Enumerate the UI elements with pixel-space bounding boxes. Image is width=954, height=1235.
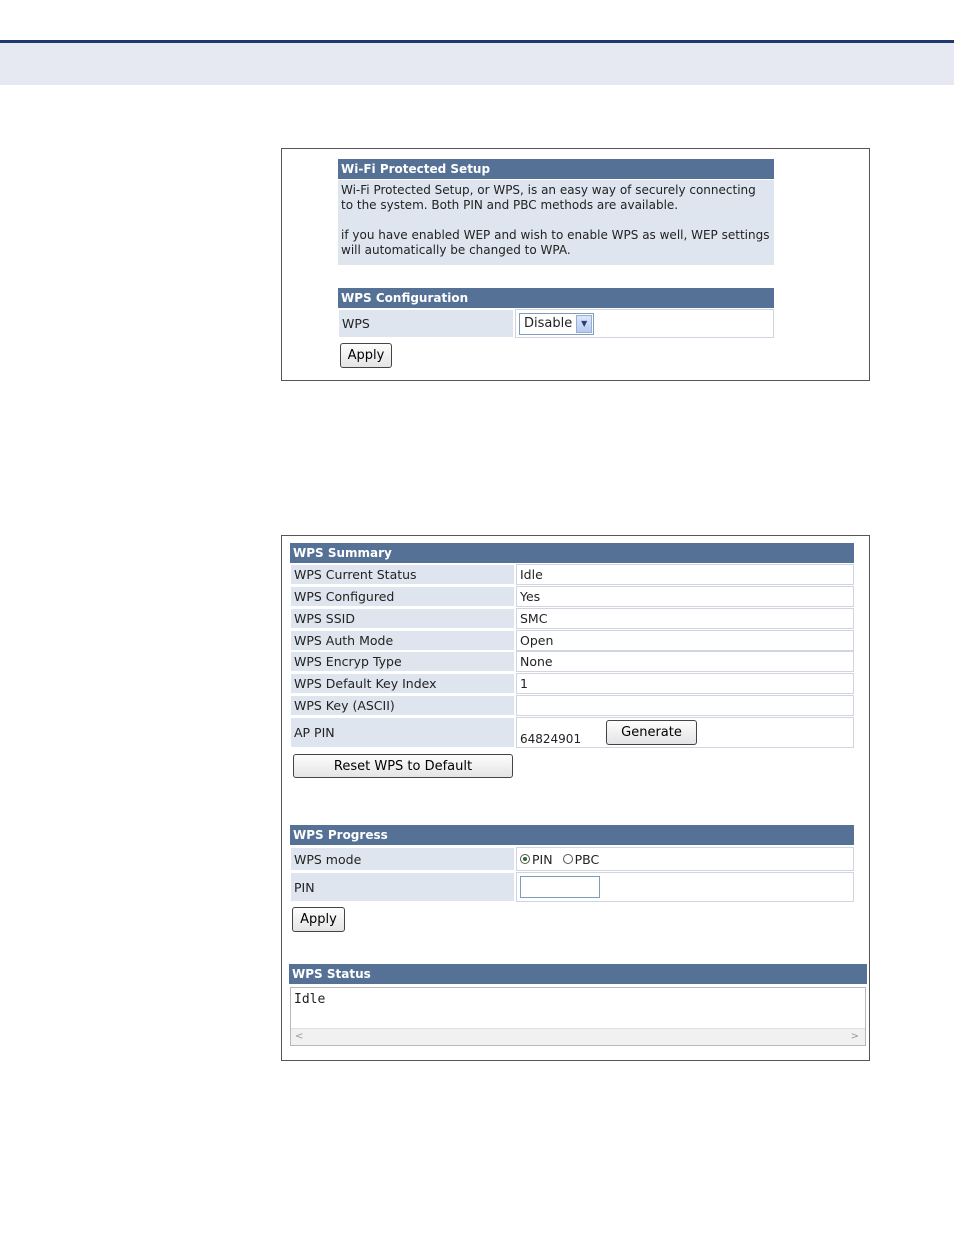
pin-radio-label: PIN xyxy=(532,851,553,867)
pbc-radio-label: PBC xyxy=(574,851,600,867)
generate-button[interactable]: Generate xyxy=(606,720,697,745)
pin-cell xyxy=(516,872,854,902)
summary-label: WPS Encryp Type xyxy=(290,651,515,672)
wps-mode-label: WPS mode xyxy=(290,847,515,871)
wps-summary-figure xyxy=(281,535,870,1061)
summary-label: WPS Key (ASCII) xyxy=(290,695,515,716)
summary-row xyxy=(290,564,854,585)
ap-pin-row xyxy=(290,717,854,748)
wps-status-textarea[interactable] xyxy=(290,987,866,1046)
summary-row xyxy=(290,586,854,607)
wps-label: WPS xyxy=(338,309,514,338)
summary-row xyxy=(290,630,854,651)
scroll-left-icon[interactable]: < xyxy=(295,1031,304,1042)
wifi-setup-description xyxy=(338,180,774,265)
horizontal-scrollbar[interactable] xyxy=(291,1028,865,1045)
wps-mode-cell xyxy=(516,847,854,871)
wps-select-value: Disable xyxy=(524,316,573,331)
wps-config-header: WPS Configuration xyxy=(338,288,774,308)
wps-mode-row xyxy=(290,847,854,871)
pin-input[interactable] xyxy=(520,876,600,898)
summary-label: WPS Configured xyxy=(290,586,515,607)
wps-summary-header: WPS Summary xyxy=(290,543,854,563)
summary-label: WPS Default Key Index xyxy=(290,673,515,694)
summary-row xyxy=(290,651,854,672)
summary-value: 1 xyxy=(516,673,854,694)
summary-label: WPS Auth Mode xyxy=(290,630,515,651)
progress-apply-button[interactable]: Apply xyxy=(292,907,345,932)
summary-value: Yes xyxy=(516,586,854,607)
scroll-right-icon[interactable]: > xyxy=(850,1031,859,1042)
summary-row xyxy=(290,608,854,629)
summary-label: WPS Current Status xyxy=(290,564,515,585)
header-band xyxy=(0,43,954,85)
pbc-radio[interactable] xyxy=(563,854,573,864)
description-text-2: if you have enabled WEP and wish to enable WPS as well, WEP settings will automatically be changed to WPA. xyxy=(341,228,770,257)
wps-progress-header: WPS Progress xyxy=(290,825,854,845)
summary-value: Open xyxy=(516,630,854,651)
wps-value-cell xyxy=(515,309,774,338)
summary-value: SMC xyxy=(516,608,854,629)
pin-radio[interactable] xyxy=(520,854,530,864)
chevron-down-icon[interactable]: ▼ xyxy=(576,315,592,333)
summary-label: WPS SSID xyxy=(290,608,515,629)
summary-row xyxy=(290,673,854,694)
wps-select[interactable] xyxy=(519,313,594,335)
apply-button[interactable]: Apply xyxy=(340,343,392,368)
reset-wps-button[interactable]: Reset WPS to Default xyxy=(293,754,513,778)
summary-value: None xyxy=(516,651,854,672)
ap-pin-label: AP PIN xyxy=(290,717,515,748)
pin-label: PIN xyxy=(290,872,515,902)
wps-status-text: Idle xyxy=(294,992,326,1007)
wps-status-header: WPS Status xyxy=(289,964,867,984)
description-text-1: Wi-Fi Protected Setup, or WPS, is an easy way of securely connecting to the system. Both PIN and PBC methods are available. xyxy=(341,183,756,212)
summary-value xyxy=(516,695,854,716)
ap-pin-cell xyxy=(516,717,854,748)
ap-pin-value: 64824901 xyxy=(520,732,582,746)
summary-value: Idle xyxy=(516,564,854,585)
wps-config-figure xyxy=(281,148,870,381)
pin-row xyxy=(290,872,854,902)
summary-row xyxy=(290,695,854,716)
wps-row xyxy=(338,309,774,338)
wifi-setup-header: Wi-Fi Protected Setup xyxy=(338,159,774,179)
